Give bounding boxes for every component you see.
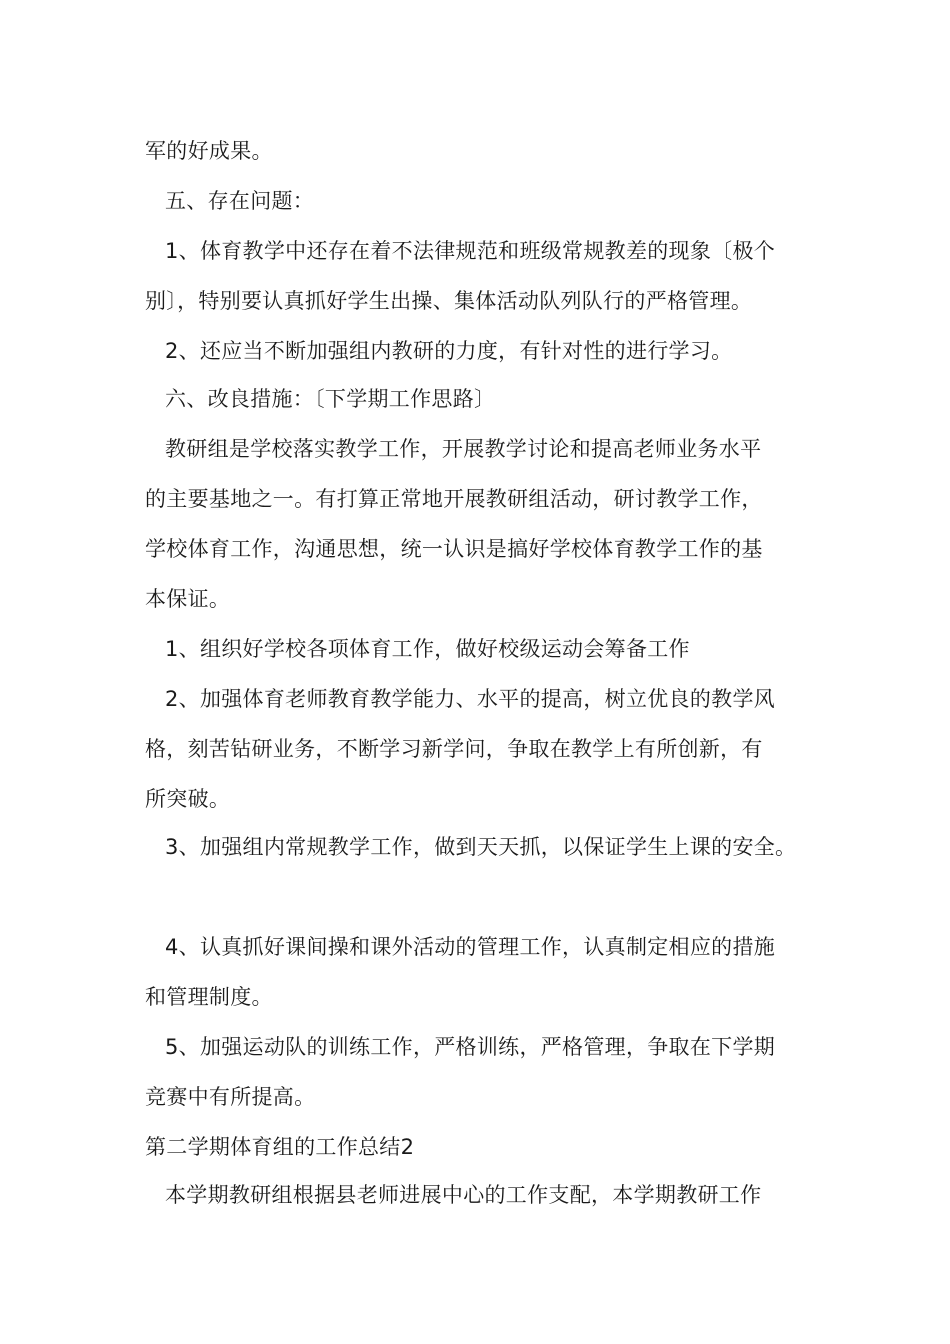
text-line: 竞赛中有所提高。 xyxy=(145,1085,316,1109)
text-line: 本学期教研组根据县老师进展中心的工作支配，本学期教研工作 xyxy=(165,1183,762,1207)
text-line: 教研组是学校落实教学工作，开展教学讨论和提高老师业务水平 xyxy=(165,437,762,461)
text-line: 本保证。 xyxy=(145,587,231,611)
text-line: 1、组织好学校各项体育工作，做好校级运动会筹备工作 xyxy=(165,637,690,661)
text-line: 军的好成果。 xyxy=(145,139,273,163)
text-line: 2、加强体育老师教育教学能力、水平的提高，树立优良的教学风 xyxy=(165,687,776,711)
text-line: 3、加强组内常规教学工作，做到天天抓，以保证学生上课的安全。 xyxy=(165,835,797,859)
text-line: 的主要基地之一。有打算正常地开展教研组活动，研讨教学工作， xyxy=(145,487,763,511)
text-line: 别〕，特别要认真抓好学生出操、集体活动队列队行的严格管理。 xyxy=(145,289,753,313)
text-line: 所突破。 xyxy=(145,787,231,811)
text-line: 学校体育工作，沟通思想，统一认识是搞好学校体育教学工作的基 xyxy=(145,537,763,561)
section-heading: 五、存在问题： xyxy=(165,189,315,213)
text-line: 格，刻苦钻研业务，不断学习新学问，争取在教学上有所创新，有 xyxy=(145,737,763,761)
section-heading: 六、改良措施：〔下学期工作思路〕 xyxy=(165,387,496,411)
text-line: 5、加强运动队的训练工作，严格训练，严格管理，争取在下学期 xyxy=(165,1035,776,1059)
text-line: 和管理制度。 xyxy=(145,985,273,1009)
text-line: 2、还应当不断加强组内教研的力度，有针对性的进行学习。 xyxy=(165,339,733,363)
text-line: 4、认真抓好课间操和课外活动的管理工作，认真制定相应的措施 xyxy=(165,935,776,959)
subtitle-heading: 第二学期体育组的工作总结2 xyxy=(145,1135,415,1159)
text-line: 1、体育教学中还存在着不法律规范和班级常规教差的现象〔极个 xyxy=(165,239,776,263)
